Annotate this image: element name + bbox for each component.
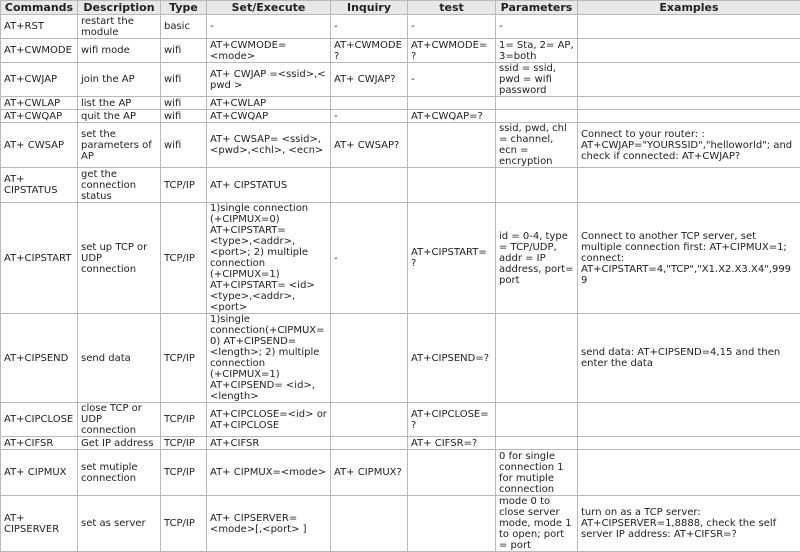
set-execute-cell: AT+ CIPSERVER= <mode>[,<port> ] <box>207 496 331 552</box>
type-cell: TCP/IP <box>161 314 207 403</box>
command-cell: AT+CIPSTART <box>1 203 78 314</box>
parameters-cell <box>496 314 578 403</box>
description-cell: get the connection status <box>78 168 161 203</box>
header-commands: Commands <box>1 1 78 15</box>
parameters-cell: mode 0 to close server mode, mode 1 to open; port = port <box>496 496 578 552</box>
command-cell: AT+RST <box>1 15 78 39</box>
inquiry-cell <box>331 437 408 450</box>
test-cell: AT+CWMODE=? <box>408 39 496 63</box>
description-cell: Get IP address <box>78 437 161 450</box>
inquiry-cell <box>331 168 408 203</box>
test-cell: AT+CWQAP=? <box>408 110 496 123</box>
examples-cell <box>578 15 800 39</box>
examples-cell <box>578 403 800 437</box>
examples-cell <box>578 97 800 110</box>
description-cell: restart the module <box>78 15 161 39</box>
examples-cell <box>578 110 800 123</box>
test-cell <box>408 496 496 552</box>
parameters-cell: 1= Sta, 2= AP, 3=both <box>496 39 578 63</box>
command-cell: AT+ CIPMUX <box>1 450 78 496</box>
inquiry-cell: - <box>331 110 408 123</box>
parameters-cell: ssid = ssid, pwd = wifi password <box>496 63 578 97</box>
description-cell: set up TCP or UDP connection <box>78 203 161 314</box>
header-parameters: Parameters <box>496 1 578 15</box>
command-cell: AT+CWQAP <box>1 110 78 123</box>
inquiry-cell: - <box>331 203 408 314</box>
parameters-cell <box>496 168 578 203</box>
description-cell: join the AP <box>78 63 161 97</box>
inquiry-cell <box>331 314 408 403</box>
set-execute-cell: AT+CIFSR <box>207 437 331 450</box>
command-cell: AT+CIPSEND <box>1 314 78 403</box>
test-cell: AT+CIPSEND=? <box>408 314 496 403</box>
type-cell: TCP/IP <box>161 403 207 437</box>
command-cell: AT+CWLAP <box>1 97 78 110</box>
type-cell: basic <box>161 15 207 39</box>
examples-cell <box>578 450 800 496</box>
table-row <box>1 314 800 403</box>
test-cell: AT+ CIFSR=? <box>408 437 496 450</box>
header-description: Description <box>78 1 161 15</box>
set-execute-cell: AT+ CWJAP =<ssid>,< pwd > <box>207 63 331 97</box>
set-execute-cell: AT+CIPCLOSE=<id> or AT+CIPCLOSE <box>207 403 331 437</box>
set-execute-cell: 1)single connection(+CIPMUX=0) AT+CIPSEND=<length>; 2) multiple connection (+CIPMUX=1) AT+CIPSEND= <id>,<length> <box>207 314 331 403</box>
inquiry-cell <box>331 97 408 110</box>
description-cell: quit the AP <box>78 110 161 123</box>
command-cell: AT+ CWSAP <box>1 123 78 168</box>
table-row <box>1 203 800 314</box>
parameters-cell <box>496 403 578 437</box>
description-cell: set mutiple connection <box>78 450 161 496</box>
set-execute-cell: 1)single connection (+CIPMUX=0) AT+CIPSTART= <type>,<addr>,<port>; 2) multiple connection (+CIPMUX=1) AT+CIPSTART= <id><type>,<addr>, <port> <box>207 203 331 314</box>
type-cell: wifi <box>161 97 207 110</box>
type-cell: TCP/IP <box>161 450 207 496</box>
test-cell: AT+CIPSTART=? <box>408 203 496 314</box>
parameters-cell: - <box>496 15 578 39</box>
test-cell <box>408 97 496 110</box>
set-execute-cell: AT+ CIPSTATUS <box>207 168 331 203</box>
inquiry-cell <box>331 496 408 552</box>
parameters-cell <box>496 110 578 123</box>
parameters-cell <box>496 437 578 450</box>
test-cell: - <box>408 15 496 39</box>
inquiry-cell: - <box>331 15 408 39</box>
table-row <box>1 63 800 97</box>
table-row <box>1 123 800 168</box>
header-set-execute: Set/Execute <box>207 1 331 15</box>
set-execute-cell: AT+CWQAP <box>207 110 331 123</box>
examples-cell: Connect to another TCP server, set multiple connection first: AT+CIPMUX=1; connect: AT+CIPSTART=4,"TCP","X1.X2.X3.X4",9999 <box>578 203 800 314</box>
command-cell: AT+CWMODE <box>1 39 78 63</box>
inquiry-cell <box>331 403 408 437</box>
table-row <box>1 110 800 123</box>
table-row <box>1 39 800 63</box>
test-cell: AT+CIPCLOSE=? <box>408 403 496 437</box>
test-cell <box>408 450 496 496</box>
command-cell: AT+ CIPSERVER <box>1 496 78 552</box>
header-type: Type <box>161 1 207 15</box>
table-row <box>1 437 800 450</box>
table-row <box>1 450 800 496</box>
type-cell: TCP/IP <box>161 496 207 552</box>
header-inquiry: Inquiry <box>331 1 408 15</box>
description-cell: close TCP or UDP connection <box>78 403 161 437</box>
table-row <box>1 15 800 39</box>
type-cell: wifi <box>161 63 207 97</box>
parameters-cell: 0 for single connection 1 for mutiple connection <box>496 450 578 496</box>
header-test: test <box>408 1 496 15</box>
test-cell <box>408 123 496 168</box>
type-cell: TCP/IP <box>161 437 207 450</box>
table-row <box>1 97 800 110</box>
test-cell: - <box>408 63 496 97</box>
table-row <box>1 496 800 552</box>
examples-cell: send data: AT+CIPSEND=4,15 and then enter the data <box>578 314 800 403</box>
inquiry-cell: AT+ CIPMUX? <box>331 450 408 496</box>
type-cell: wifi <box>161 39 207 63</box>
test-cell <box>408 168 496 203</box>
description-cell: wifi mode <box>78 39 161 63</box>
examples-cell: Connect to your router: : AT+CWJAP="YOURSSID","helloworld"; and check if connected: AT+CWJAP? <box>578 123 800 168</box>
description-cell: set the parameters of AP <box>78 123 161 168</box>
set-execute-cell: AT+ CWSAP= <ssid>,<pwd>,<chl>, <ecn> <box>207 123 331 168</box>
examples-cell <box>578 437 800 450</box>
type-cell: TCP/IP <box>161 203 207 314</box>
set-execute-cell: AT+ CIPMUX=<mode> <box>207 450 331 496</box>
command-cell: AT+CIFSR <box>1 437 78 450</box>
examples-cell <box>578 39 800 63</box>
command-cell: AT+CIPCLOSE <box>1 403 78 437</box>
parameters-cell <box>496 97 578 110</box>
inquiry-cell: AT+ CWJAP? <box>331 63 408 97</box>
command-cell: AT+CWJAP <box>1 63 78 97</box>
set-execute-cell: AT+CWMODE=<mode> <box>207 39 331 63</box>
examples-cell <box>578 63 800 97</box>
type-cell: wifi <box>161 110 207 123</box>
parameters-cell: ssid, pwd, chl = channel, ecn = encryption <box>496 123 578 168</box>
description-cell: set as server <box>78 496 161 552</box>
parameters-cell: id = 0-4, type = TCP/UDP, addr = IP address, port= port <box>496 203 578 314</box>
set-execute-cell: - <box>207 15 331 39</box>
description-cell: list the AP <box>78 97 161 110</box>
examples-cell <box>578 168 800 203</box>
header-examples: Examples <box>578 1 800 15</box>
set-execute-cell: AT+CWLAP <box>207 97 331 110</box>
header-row <box>1 1 800 15</box>
examples-cell: turn on as a TCP server: AT+CIPSERVER=1,8888, check the self server IP address: AT+CIFSR=? <box>578 496 800 552</box>
inquiry-cell: AT+ CWSAP? <box>331 123 408 168</box>
type-cell: wifi <box>161 123 207 168</box>
description-cell: send data <box>78 314 161 403</box>
table-row <box>1 403 800 437</box>
table-row <box>1 168 800 203</box>
type-cell: TCP/IP <box>161 168 207 203</box>
inquiry-cell: AT+CWMODE? <box>331 39 408 63</box>
command-cell: AT+ CIPSTATUS <box>1 168 78 203</box>
